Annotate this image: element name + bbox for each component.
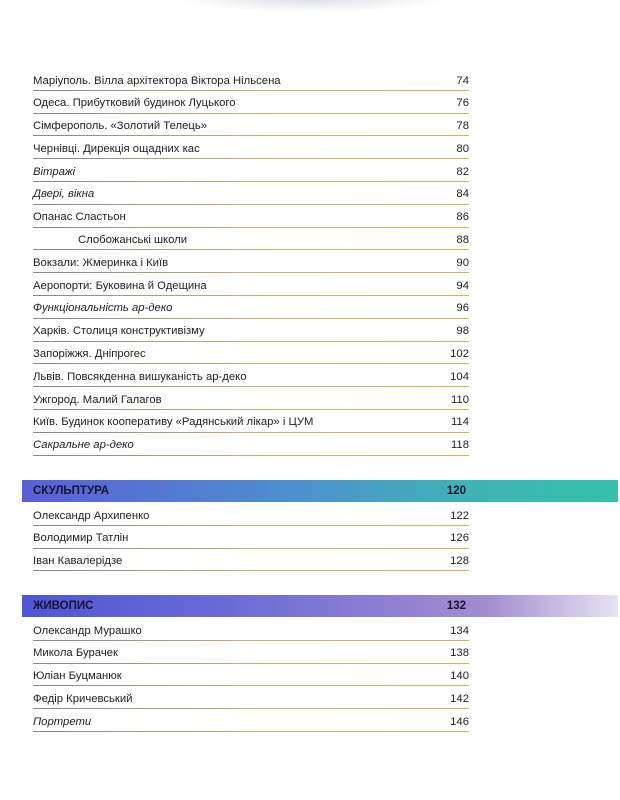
toc-entry-title: Функціональність ар-деко bbox=[33, 302, 173, 315]
toc-entry[interactable] bbox=[33, 549, 469, 572]
toc-entry-page: 142 bbox=[450, 692, 469, 705]
toc-entry-page: 138 bbox=[450, 647, 469, 660]
toc-entry-title: Вокзали: Жмеринка і Київ bbox=[33, 256, 169, 269]
toc-entry[interactable] bbox=[33, 250, 469, 273]
toc-entry-title: Маріуполь. Вілла архітектора Віктора Нільсена bbox=[33, 74, 281, 87]
toc-entry-page: 74 bbox=[456, 74, 469, 87]
toc-entry[interactable] bbox=[33, 114, 469, 137]
toc-entry[interactable] bbox=[33, 68, 469, 91]
toc-entry[interactable] bbox=[33, 228, 469, 251]
toc-entry-page: 114 bbox=[450, 416, 469, 429]
toc-entry-page: 128 bbox=[450, 555, 469, 568]
toc-entry-page: 140 bbox=[450, 670, 469, 683]
section-header-sculpture[interactable] bbox=[22, 480, 618, 502]
toc-entry[interactable] bbox=[33, 410, 469, 433]
toc-entry-title: Федір Кричевський bbox=[33, 692, 133, 705]
section-page-number: 120 bbox=[446, 485, 466, 497]
toc-entry-title: Юліан Буцманюк bbox=[33, 670, 122, 683]
toc-entry-page: 146 bbox=[450, 715, 469, 728]
toc-entry-title: Львів. Повсякденна вишуканість ар-деко bbox=[33, 370, 247, 383]
toc-entry-page: 126 bbox=[450, 532, 469, 545]
toc-entry-title: Харків. Столиця конструктивізму bbox=[33, 325, 205, 338]
page-top-shadow bbox=[170, 0, 450, 12]
toc-entry[interactable] bbox=[33, 342, 469, 365]
toc-entry-title: Опанас Сластьон bbox=[33, 211, 126, 224]
section-title: СКУЛЬПТУРА bbox=[33, 485, 110, 497]
toc-entry-title: Аеропорти: Буковина й Одещина bbox=[33, 279, 207, 292]
toc-entry-page: 122 bbox=[450, 509, 469, 522]
toc-painting-list bbox=[33, 618, 469, 732]
toc-entry-title: Київ. Будинок кооперативу «Радянський лікар» і ЦУМ bbox=[33, 416, 314, 429]
toc-entry[interactable] bbox=[33, 618, 469, 641]
toc-entry-page: 94 bbox=[456, 279, 469, 292]
toc-entry[interactable] bbox=[33, 136, 469, 159]
toc-entry-title: Запоріжжя. Дніпрогес bbox=[33, 348, 146, 361]
toc-entry-title: Микола Бурачек bbox=[33, 647, 118, 660]
toc-entry[interactable] bbox=[33, 91, 469, 114]
toc-entry-page: 104 bbox=[450, 370, 469, 383]
toc-entry-title: Олександр Мурашко bbox=[33, 624, 142, 637]
toc-entry-page: 110 bbox=[450, 393, 469, 406]
toc-entry-title: Чернівці. Дирекція ощадних кас bbox=[33, 142, 200, 155]
toc-entry-title: Сімферополь. «Золотий Телець» bbox=[33, 120, 207, 133]
toc-entry[interactable] bbox=[33, 387, 469, 410]
toc-entry[interactable] bbox=[33, 205, 469, 228]
toc-entry-page: 98 bbox=[456, 325, 469, 338]
toc-entry-title: Вітражі bbox=[33, 165, 76, 178]
section-page-number: 132 bbox=[446, 600, 466, 612]
toc-entry[interactable] bbox=[33, 526, 469, 549]
toc-entry-page: 76 bbox=[456, 97, 469, 110]
toc-entry-title: Володимир Татлін bbox=[33, 532, 129, 545]
toc-entry[interactable] bbox=[33, 296, 469, 319]
toc-main-list bbox=[33, 68, 469, 456]
toc-entry-title: Іван Кавалерідзе bbox=[33, 555, 123, 568]
toc-entry[interactable] bbox=[33, 364, 469, 387]
toc-entry-page: 102 bbox=[450, 348, 469, 361]
toc-entry-page: 118 bbox=[450, 439, 469, 452]
toc-entry-title: Ужгород. Малий Галагов bbox=[33, 393, 162, 406]
toc-entry-title: Сакральне ар-деко bbox=[33, 439, 134, 452]
toc-entry[interactable] bbox=[33, 273, 469, 296]
toc-entry-title: Одеса. Прибутковий будинок Луцького bbox=[33, 97, 236, 110]
toc-entry-page: 86 bbox=[456, 211, 469, 224]
toc-entry[interactable] bbox=[33, 433, 469, 456]
toc-entry-page: 84 bbox=[456, 188, 469, 201]
toc-entry[interactable] bbox=[33, 664, 469, 687]
section-header-painting[interactable] bbox=[22, 595, 618, 617]
toc-sculpture-list bbox=[33, 503, 469, 571]
toc-entry-page: 134 bbox=[450, 624, 469, 637]
toc-entry-page: 82 bbox=[456, 165, 469, 178]
toc-entry-page: 78 bbox=[456, 120, 469, 133]
toc-entry[interactable] bbox=[33, 709, 469, 732]
toc-entry[interactable] bbox=[33, 159, 469, 182]
toc-entry[interactable] bbox=[33, 641, 469, 664]
toc-entry[interactable] bbox=[33, 182, 469, 205]
toc-entry-title: Олександр Архипенко bbox=[33, 509, 150, 522]
toc-entry[interactable] bbox=[33, 319, 469, 342]
toc-entry-page: 90 bbox=[456, 256, 469, 269]
toc-entry-title: Двері, вікна bbox=[33, 188, 95, 201]
toc-entry-page: 80 bbox=[456, 142, 469, 155]
section-title: ЖИВОПИС bbox=[33, 600, 94, 612]
toc-entry-page: 96 bbox=[456, 302, 469, 315]
toc-entry[interactable] bbox=[33, 503, 469, 526]
toc-entry-page: 88 bbox=[456, 234, 469, 247]
toc-entry-title: Слобожанські школи bbox=[78, 234, 188, 247]
toc-entry-title: Портрети bbox=[33, 715, 92, 728]
toc-entry[interactable] bbox=[33, 686, 469, 709]
